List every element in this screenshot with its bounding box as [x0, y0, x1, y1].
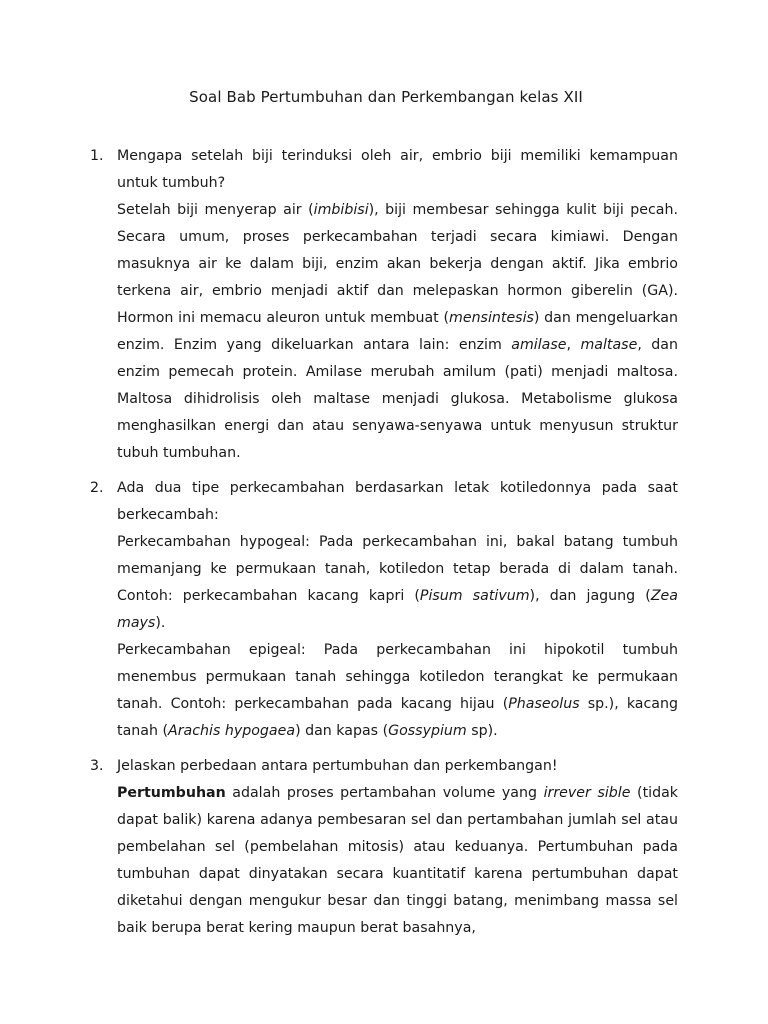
answer-term: maltase — [580, 337, 638, 353]
question-text: Ada dua tipe perkecambahan berdasarkan letak kotiledonnya pada saat berkecambah: — [117, 480, 678, 523]
question-item — [90, 475, 678, 745]
question-number: 2. — [90, 480, 104, 496]
answer-segment: Setelah biji menyerap air ( — [117, 202, 314, 218]
answer-term: imbibisi — [313, 202, 369, 218]
answer-keyword: Pertumbuhan — [117, 785, 226, 801]
question-text: Jelaskan perbedaan antara pertumbuhan dan perkembangan! — [117, 758, 558, 774]
answer-segment: ). — [155, 615, 166, 631]
answer-term: Phaseolus — [508, 696, 580, 712]
answer-segment: sp). — [466, 723, 498, 739]
answer-segment: , — [566, 337, 581, 353]
answer-text — [117, 529, 678, 745]
question-item — [90, 143, 678, 467]
answer-term: Pisum sativum — [419, 588, 530, 604]
answer-text — [117, 197, 678, 467]
question-body — [117, 475, 678, 745]
answer-term: amilase — [511, 337, 567, 353]
question-number: 3. — [90, 758, 104, 774]
question-body — [117, 143, 678, 467]
answer-term: mensintesis — [449, 310, 534, 326]
answer-text — [117, 780, 678, 942]
answer-paragraph-hypogeal — [117, 529, 678, 637]
answer-paragraph — [117, 780, 678, 942]
answer-segment: adalah proses pertambahan volume yang — [225, 785, 544, 801]
document-title: Soal Bab Pertumbuhan dan Perkembangan kelas XII — [189, 88, 583, 106]
answer-segment: ), dan jagung ( — [529, 588, 651, 604]
answer-paragraph — [117, 197, 678, 467]
question-number: 1. — [90, 148, 104, 164]
answer-segment: (tidak dapat balik) karena adanya pembesaran sel dan pertambahan jumlah sel atau pembelahan sel (pembelahan mitosis) atau keduanya. Pertumbuhan pada tumbuhan dapat dinyatakan secara kuantitatif karena pertumbuhan dapat diketahui dengan mengukur besar dan tinggi batang, menimbang massa sel baik berupa berat kering maupun berat basahnya, — [117, 785, 678, 936]
answer-term: Arachis hypogaea — [167, 723, 296, 739]
question-item — [90, 753, 678, 942]
answer-term: irrever sible — [543, 785, 631, 801]
answer-paragraph-epigeal — [117, 637, 678, 745]
answer-segment: Perkecambahan hypogeal: Pada perkecambahan ini, bakal batang tumbuh memanjang ke permukaan tanah, kotiledon tetap berada di dalam tanah. Contoh: perkecambahan kacang kapri ( — [117, 534, 678, 604]
answer-segment: sp.), kacang tanah ( — [117, 696, 678, 739]
question-body — [117, 753, 678, 942]
answer-segment: ) dan kapas ( — [295, 723, 389, 739]
answer-term: Zea mays — [117, 588, 678, 631]
question-text: Mengapa setelah biji terinduksi oleh air, embrio biji memiliki kemampuan untuk tumbuh? — [117, 148, 678, 191]
answer-segment: ) dan mengeluarkan enzim. Enzim yang dikeluarkan antara lain: enzim — [117, 310, 678, 353]
answer-segment: , dan enzim pemecah protein. Amilase merubah amilum (pati) menjadi maltosa. Maltosa dihidrolisis oleh maltase menjadi glukosa. Metabolisme glukosa menghasilkan energi dan atau senyawa-senyawa untuk menyusun struktur tubuh tumbuhan. — [117, 337, 678, 461]
answer-term: Gossypium — [388, 723, 467, 739]
answer-segment: ), biji membesar sehingga kulit biji pecah. Secara umum, proses perkecambahan terjadi secara kimiawi. Dengan masuknya air ke dalam biji, enzim akan bekerja dengan aktif. Jika embrio terkena air, embrio menjadi aktif dan melepaskan hormon giberelin (GA). Hormon ini memacu aleuron untuk membuat ( — [117, 202, 678, 326]
answer-segment: Perkecambahan epigeal: Pada perkecambahan ini hipokotil tumbuh menembus permukaan tanah sehingga kotiledon terangkat ke permukaan tanah. Contoh: perkecambahan pada kacang hijau ( — [117, 642, 678, 712]
